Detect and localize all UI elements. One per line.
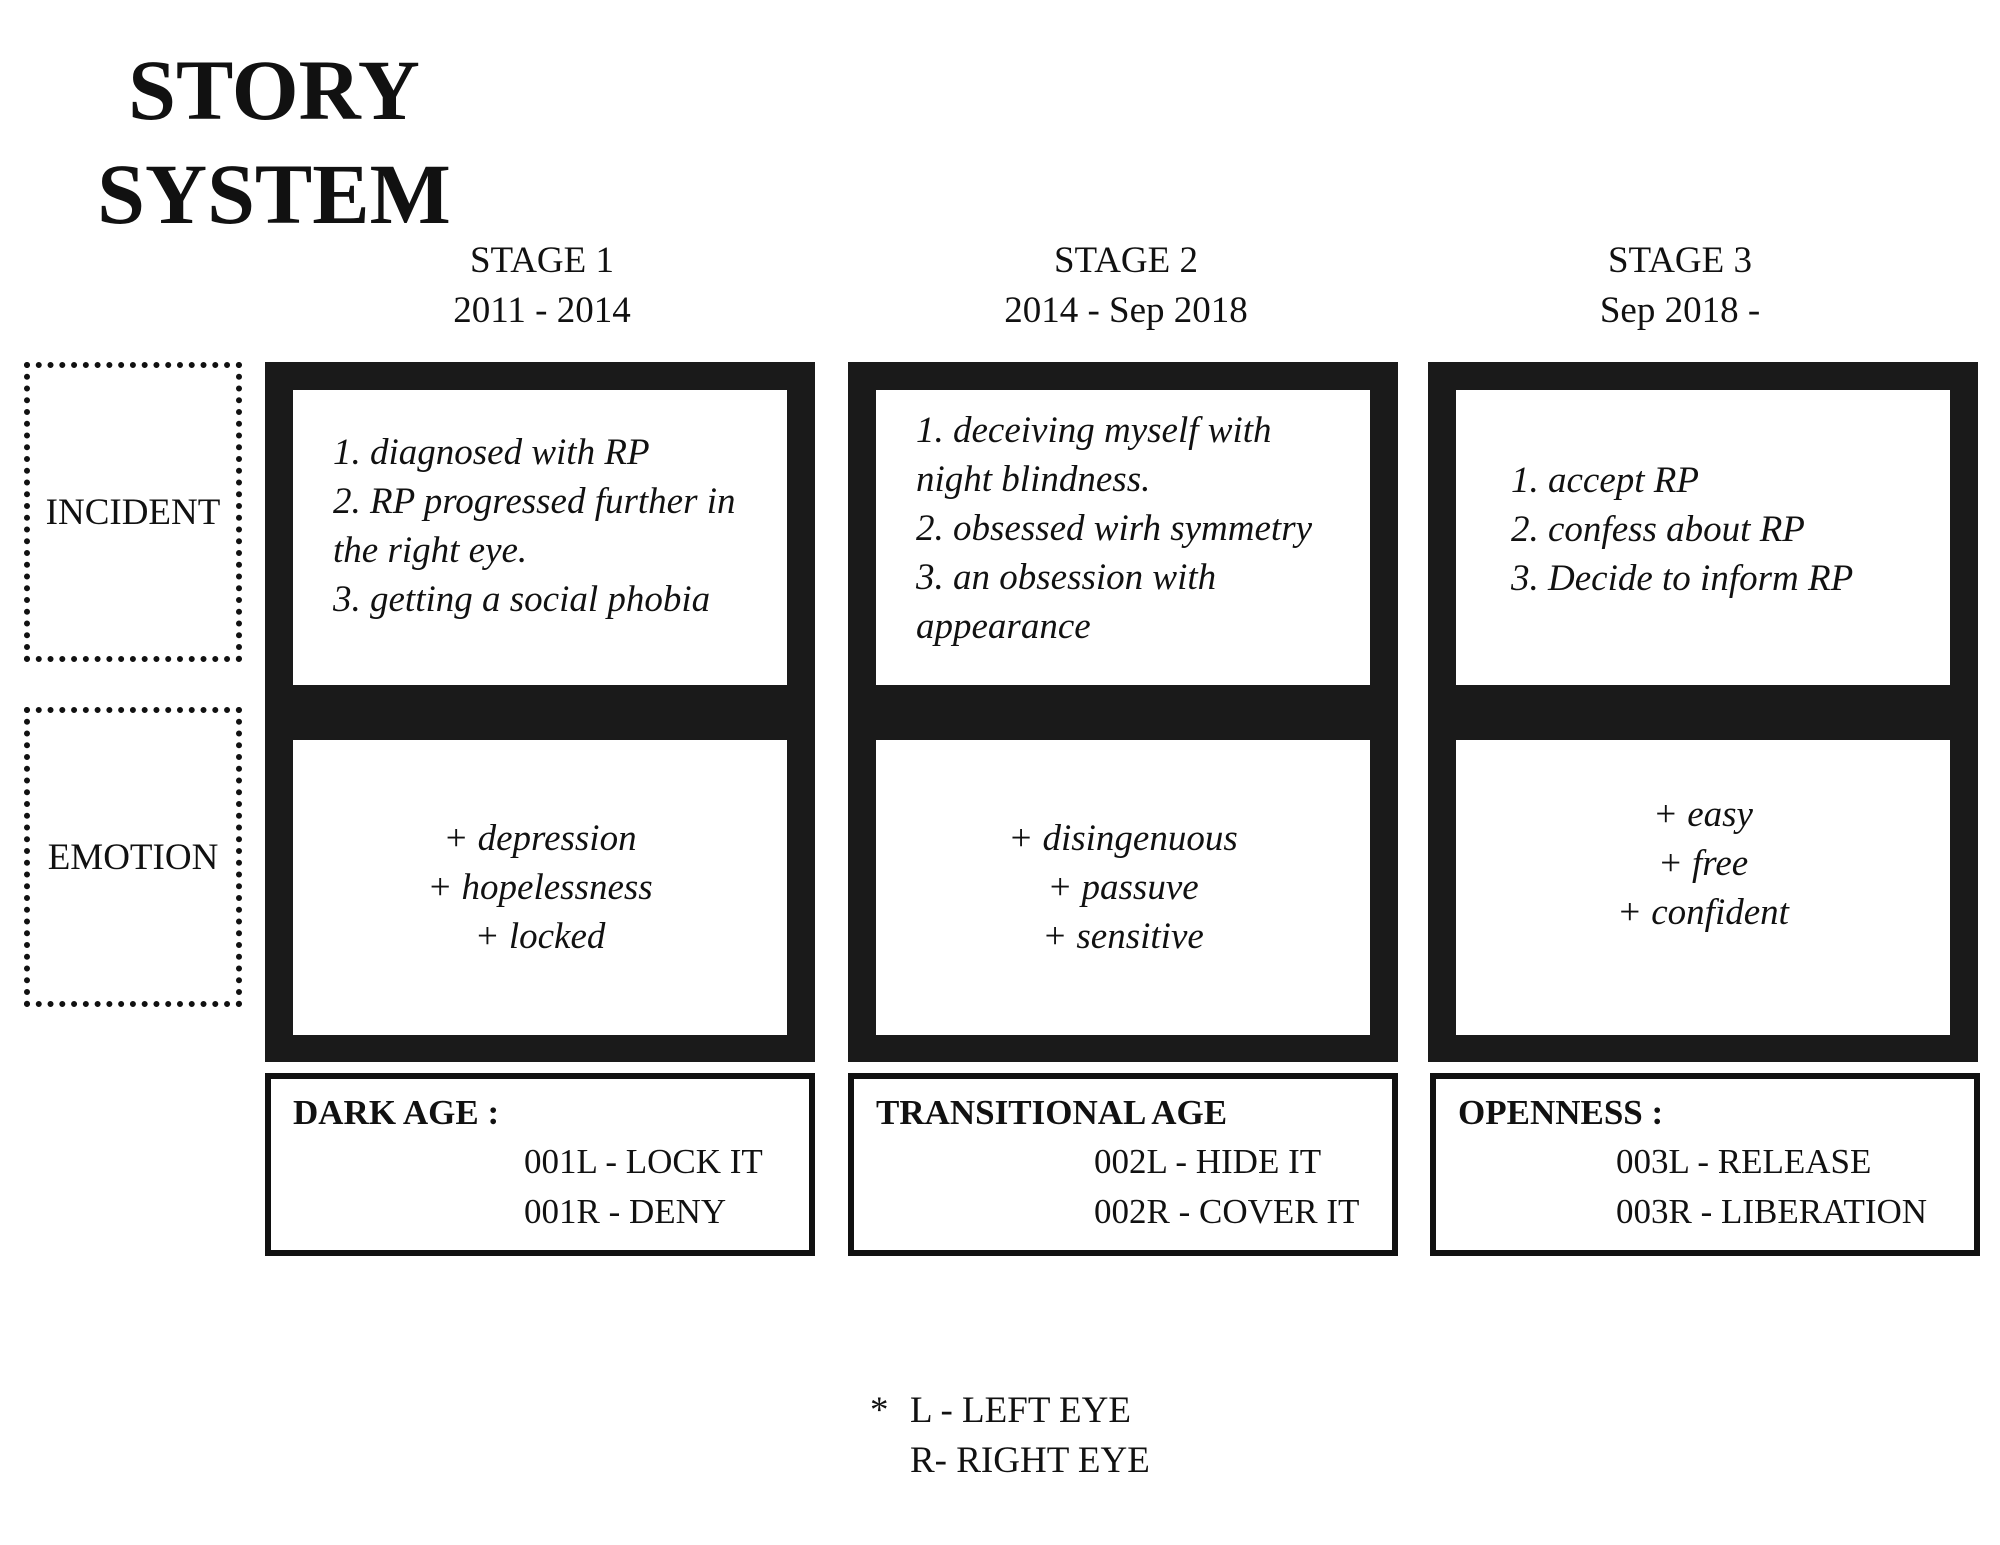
- stage-3-emotion-line: + easy: [1653, 794, 1753, 835]
- stage-1-incident-line: 1. diagnosed with RP: [333, 432, 650, 473]
- stage-3-incident-line: 2. confess about RP: [1511, 509, 1805, 550]
- stage-2-incident-box: [876, 390, 1370, 685]
- stage-1-header: [262, 236, 822, 336]
- stage-3-age-name: OPENNESS :: [1458, 1093, 1664, 1132]
- stage-1-emotion-line: + hopelessness: [427, 867, 653, 908]
- stage-1-emotion-line: + locked: [474, 916, 606, 957]
- stage-1-name: STAGE 1: [469, 240, 614, 281]
- stage-2-incident-line: 2. obsessed wirh symmetry: [916, 508, 1313, 549]
- stage-1-incident-box: [293, 390, 787, 685]
- stage-3-incident-line: 3. Decide to inform RP: [1511, 558, 1854, 599]
- stage-2-frame: [848, 362, 1398, 1062]
- stage-1-emotion-line: + depression: [443, 818, 637, 859]
- eye-legend: [870, 1386, 1150, 1486]
- stage-3-period: Sep 2018 -: [1599, 290, 1761, 331]
- asterisk-mark: *: [870, 1390, 889, 1431]
- stage-2-emotion-line: + disingenuous: [1008, 818, 1238, 859]
- stage-2-incident-line: 1. deceiving myself with: [916, 410, 1272, 451]
- emotion-label-text: EMOTION: [47, 836, 219, 878]
- stage-3-header: [1400, 236, 1960, 336]
- stage-1-incident-line: the right eye.: [333, 530, 528, 571]
- stage-2-code-left: 002L - HIDE IT: [1094, 1142, 1322, 1181]
- stage-3-frame: [1428, 362, 1978, 1062]
- stage-2-incident-line: appearance: [916, 606, 1091, 647]
- stage-3-emotion-line: + free: [1657, 843, 1749, 884]
- stage-2-emotion-box: [876, 740, 1370, 1035]
- legend-right-eye: R- RIGHT EYE: [910, 1440, 1150, 1481]
- stage-1-code-right: 001R - DENY: [524, 1192, 727, 1231]
- incident-row-label: [24, 362, 242, 662]
- stage-2-age-name: TRANSITIONAL AGE: [876, 1093, 1228, 1132]
- stage-3-code-right: 003R - LIBERATION: [1616, 1192, 1928, 1231]
- stage-3-emotion-box: [1456, 740, 1950, 1035]
- stage-3-emotion-line: + confident: [1617, 892, 1789, 933]
- stage-3-incident-list: [1511, 456, 1930, 603]
- stage-3-age-box: [1430, 1073, 1980, 1256]
- legend-left-eye: L - LEFT EYE: [910, 1390, 1131, 1431]
- incident-label-text: INCIDENT: [45, 491, 221, 533]
- stage-3-code-left: 003L - RELEASE: [1616, 1142, 1872, 1181]
- title-line-2: SYSTEM: [97, 146, 451, 242]
- stage-3-incident-box: [1456, 390, 1950, 685]
- stage-2-age-box: [848, 1073, 1398, 1256]
- stage-2-period: 2014 - Sep 2018: [1004, 290, 1248, 331]
- stage-1-age-box: [265, 1073, 815, 1256]
- stage-2-emotion-line: + sensitive: [1042, 916, 1204, 957]
- stage-1-frame: [265, 362, 815, 1062]
- stage-2-code-right: 002R - COVER IT: [1094, 1192, 1360, 1231]
- stage-2-header: [846, 236, 1406, 336]
- stage-1-emotion-box: [293, 740, 787, 1035]
- stage-1-code-left: 001L - LOCK IT: [524, 1142, 763, 1181]
- stage-1-age-name: DARK AGE :: [293, 1093, 500, 1132]
- stage-1-incident-line: 2. RP progressed further in: [333, 481, 736, 522]
- title-line-1: STORY: [128, 42, 420, 138]
- stage-1-period: 2011 - 2014: [453, 290, 631, 331]
- stage-3-incident-line: 1. accept RP: [1511, 460, 1699, 501]
- emotion-row-label: [24, 707, 242, 1007]
- stage-2-name: STAGE 2: [1053, 240, 1198, 281]
- stage-2-incident-list: [916, 406, 1350, 651]
- stage-1-incident-list: [333, 428, 767, 624]
- stage-3-name: STAGE 3: [1607, 240, 1752, 281]
- stage-1-incident-line: 3. getting a social phobia: [333, 579, 711, 620]
- stage-2-incident-line: night blindness.: [916, 459, 1151, 500]
- stage-2-emotion-line: + passuve: [1047, 867, 1199, 908]
- page-title: [64, 38, 484, 246]
- stage-2-incident-line: 3. an obsession with: [916, 557, 1217, 598]
